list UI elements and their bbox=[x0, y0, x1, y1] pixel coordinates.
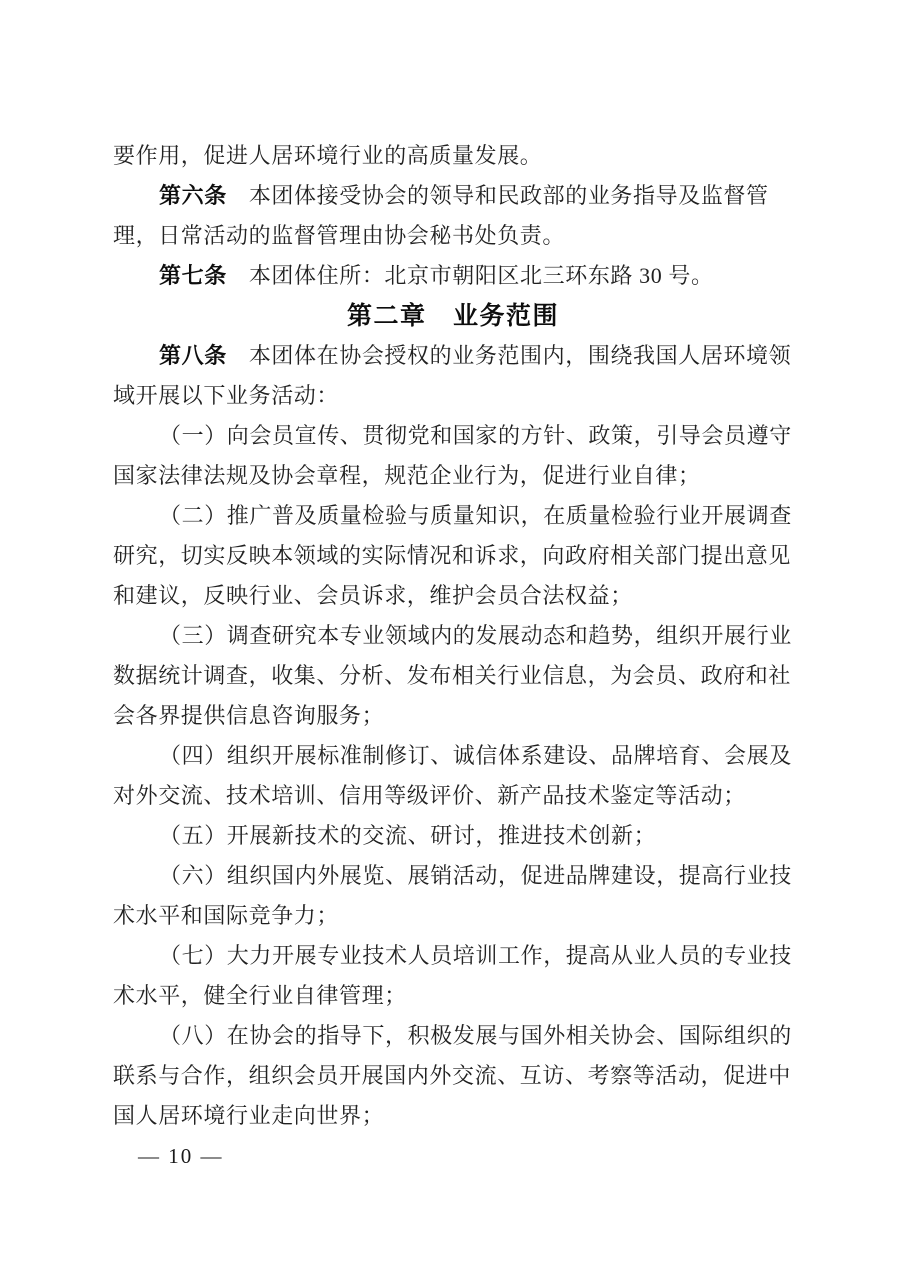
line-text: （八）在协会的指导下，积极发展与国外相关协会、国际组织的 bbox=[159, 1023, 792, 1048]
line-text: 国人居环境行业走向世界； bbox=[113, 1103, 385, 1128]
text-line bbox=[113, 896, 793, 936]
text-line bbox=[113, 1096, 793, 1136]
chapter-heading: 第二章 业务范围 bbox=[346, 302, 559, 330]
text-line bbox=[113, 776, 793, 816]
line-text: （七）大力开展专业技术人员培训工作，提高从业人员的专业技 bbox=[159, 943, 792, 968]
article-label: 第七条 bbox=[159, 263, 227, 288]
line-text: （二）推广普及质量检验与质量知识，在质量检验行业开展调查 bbox=[159, 503, 792, 528]
text-line bbox=[113, 616, 793, 656]
page-footer bbox=[138, 1144, 224, 1169]
line-text: 术水平，健全行业自律管理； bbox=[113, 983, 407, 1008]
text-line bbox=[113, 976, 793, 1016]
line-text: （六）组织国内外展览、展销活动，促进品牌建设，提高行业技 bbox=[159, 863, 792, 888]
line-text: 联系与合作，组织会员开展国内外交流、互访、考察等活动，促进中 bbox=[113, 1063, 792, 1088]
article-label: 第六条 bbox=[159, 183, 227, 208]
page-number: — 10 — bbox=[138, 1144, 224, 1168]
text-line bbox=[113, 136, 793, 176]
text-line bbox=[113, 1016, 793, 1056]
line-text: （四）组织开展标准制修订、诚信体系建设、品牌培育、会展及 bbox=[159, 743, 792, 768]
text-line bbox=[113, 856, 793, 896]
line-text: 本团体住所：北京市朝阳区北三环东路 30 号。 bbox=[248, 263, 714, 288]
line-text: 本团体在协会授权的业务范围内，围绕我国人居环境领 bbox=[248, 343, 792, 368]
text-line bbox=[113, 376, 793, 416]
line-text: 研究，切实反映本领域的实际情况和诉求，向政府相关部门提出意见 bbox=[113, 543, 792, 568]
text-line bbox=[113, 496, 793, 536]
text-line bbox=[113, 816, 793, 856]
text-line bbox=[113, 536, 793, 576]
line-text: 本团体接受协会的领导和民政部的业务指导及监督管 bbox=[248, 183, 769, 208]
text-line bbox=[113, 336, 793, 376]
article-label: 第八条 bbox=[159, 343, 227, 368]
line-text: 国家法律法规及协会章程，规范企业行为，促进行业自律； bbox=[113, 463, 701, 488]
text-line bbox=[113, 576, 793, 616]
line-text: 对外交流、技术培训、信用等级评价、新产品技术鉴定等活动； bbox=[113, 783, 746, 808]
line-text: 和建议，反映行业、会员诉求，维护会员合法权益； bbox=[113, 583, 633, 608]
line-text: 会各界提供信息咨询服务； bbox=[113, 703, 385, 728]
text-line bbox=[113, 416, 793, 456]
document-body bbox=[113, 136, 793, 1136]
line-text: （一）向会员宣传、贯彻党和国家的方针、政策，引导会员遵守 bbox=[159, 423, 792, 448]
line-text: 术水平和国际竞争力； bbox=[113, 903, 340, 928]
text-line bbox=[113, 736, 793, 776]
text-line bbox=[113, 456, 793, 496]
text-line bbox=[113, 656, 793, 696]
line-text: （五）开展新技术的交流、研讨，推进技术创新； bbox=[159, 823, 657, 848]
text-line bbox=[113, 936, 793, 976]
line-text: 数据统计调查，收集、分析、发布相关行业信息，为会员、政府和社 bbox=[113, 663, 792, 688]
line-text: 域开展以下业务活动： bbox=[113, 383, 340, 408]
text-line bbox=[113, 256, 793, 296]
text-line bbox=[113, 216, 793, 256]
line-text: （三）调查研究本专业领域内的发展动态和趋势，组织开展行业 bbox=[159, 623, 792, 648]
text-line bbox=[113, 696, 793, 736]
line-text: 理，日常活动的监督管理由协会秘书处负责。 bbox=[113, 223, 566, 248]
line-text: 要作用，促进人居环境行业的高质量发展。 bbox=[113, 143, 543, 168]
text-line bbox=[113, 1056, 793, 1096]
text-line bbox=[113, 176, 793, 216]
